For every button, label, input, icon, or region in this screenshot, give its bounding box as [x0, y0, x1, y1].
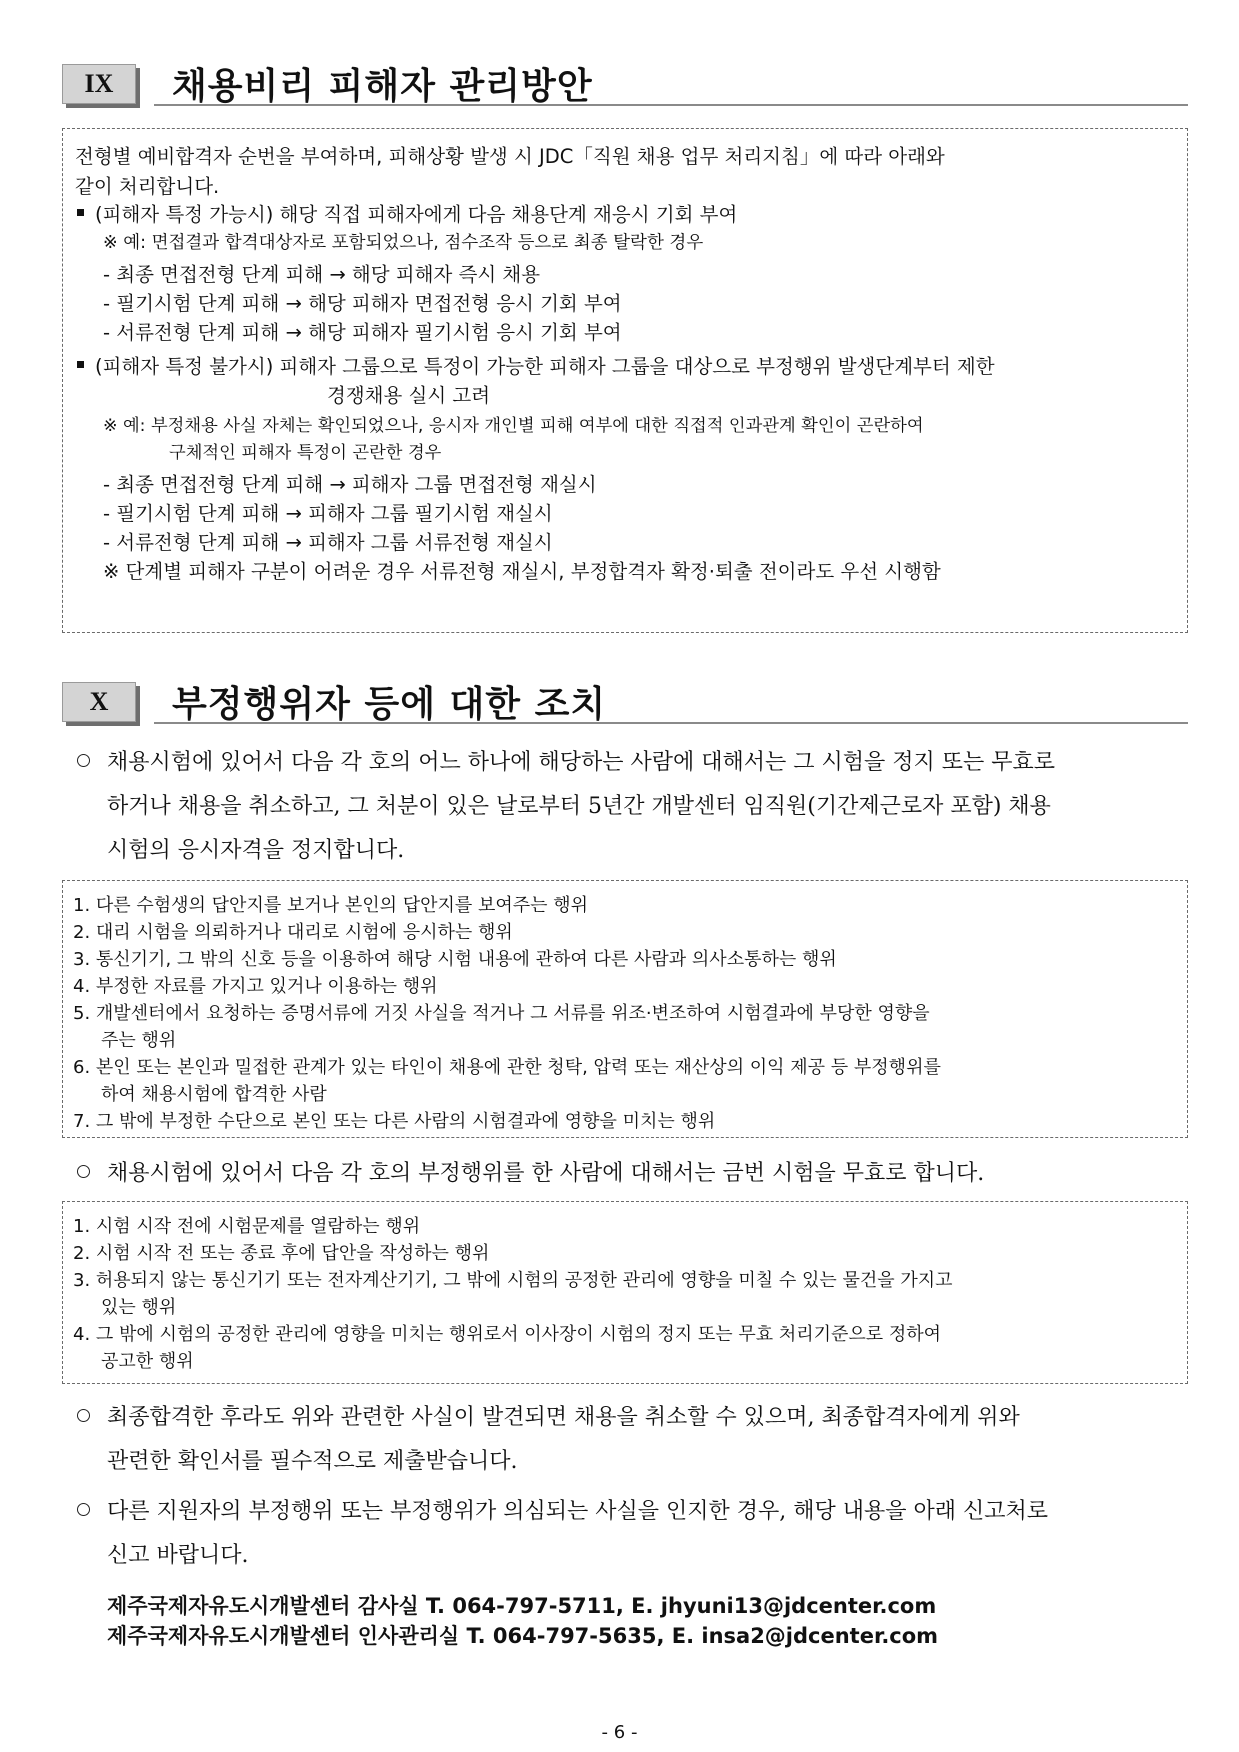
- list2-item-1: 1. 시험 시작 전에 시험문제를 열람하는 행위: [73, 1216, 421, 1237]
- para1-line-2: 하거나 채용을 취소하고, 그 처분이 있은 날로부터 5년간 개발센터 임직원(기간제근로자 포함) 채용: [107, 794, 1051, 819]
- item2-note-cont: 구체적인 피해자 특정이 곤란한 경우: [169, 443, 442, 463]
- para4-line-1: 다른 지원자의 부정행위 또는 부정행위가 의심되는 사실을 인지한 경우, 해당 내용을 아래 신고처로: [107, 1499, 1048, 1524]
- square-bullet-icon: [77, 361, 84, 368]
- para1-line-3: 시험의 응시자격을 정지합니다.: [107, 838, 405, 863]
- list1-item-5: 5. 개발센터에서 요청하는 증명서류에 거짓 사실을 적거나 그 서류를 위조·변조하여 시험결과에 부당한 영향을: [73, 1003, 930, 1024]
- intro-line-1: 전형별 예비합격자 순번을 부여하며, 피해상황 발생 시 JDC「직원 채용 업무 처리지침」에 따라 아래와: [75, 145, 945, 168]
- item2-line-3: - 서류전형 단계 피해 → 피해자 그룹 서류전형 재실시: [103, 531, 553, 554]
- list2-item-2: 2. 시험 시작 전 또는 종료 후에 답안을 작성하는 행위: [73, 1243, 490, 1264]
- list1-item-5-cont: 주는 행위: [101, 1030, 177, 1051]
- section-9-header: [62, 62, 1188, 106]
- para4-line-2: 신고 바랍니다.: [107, 1543, 249, 1568]
- list2-item-4-cont: 공고한 행위: [101, 1351, 194, 1372]
- item1-line-2: - 필기시험 단계 피해 → 해당 피해자 면접전형 응시 기회 부여: [103, 292, 622, 315]
- section-9-title: 채용비리 피해자 관리방안: [172, 66, 593, 107]
- item1-heading: (피해자 특정 가능시) 해당 직접 피해자에게 다음 채용단계 재응시 기회 부여: [95, 203, 738, 226]
- intro-line-2: 같이 처리합니다.: [75, 175, 220, 198]
- para3-line-1: 최종합격한 후라도 위와 관련한 사실이 발견되면 채용을 취소할 수 있으며, 최종합격자에게 위와: [107, 1405, 1020, 1430]
- item2-line-4: ※ 단계별 피해자 구분이 어려운 경우 서류전형 재실시, 부정합격자 확정·퇴출 전이라도 우선 시행함: [103, 560, 941, 583]
- section-9-box: [62, 128, 1188, 633]
- item1-line-3: - 서류전형 단계 피해 → 해당 피해자 필기시험 응시 기회 부여: [103, 321, 622, 344]
- para2-line-1: 채용시험에 있어서 다음 각 호의 부정행위를 한 사람에 대해서는 금번 시험을 무효로 합니다.: [107, 1161, 985, 1186]
- list1-item-2: 2. 대리 시험을 의뢰하거나 대리로 시험에 응시하는 행위: [73, 922, 513, 943]
- para1-line-1: 채용시험에 있어서 다음 각 호의 어느 하나에 해당하는 사람에 대해서는 그 시험을 정지 또는 무효로: [107, 750, 1055, 775]
- circle-bullet-icon: [77, 1409, 90, 1422]
- item2-heading-cont: 경쟁채용 실시 고려: [327, 384, 491, 407]
- contact-hr-office: 제주국제자유도시개발센터 인사관리실 T. 064-797-5635, E. insa2@jdcenter.com: [107, 1624, 939, 1648]
- item2-line-2: - 필기시험 단계 피해 → 피해자 그룹 필기시험 재실시: [103, 502, 553, 525]
- list2-item-3: 3. 허용되지 않는 통신기기 또는 전자계산기기, 그 밖에 시험의 공정한 관리에 영향을 미칠 수 있는 물건을 가지고: [73, 1270, 953, 1291]
- item2-note: ※ 예: 부정채용 사실 자체는 확인되었으나, 응시자 개인별 피해 여부에 대한 직접적 인과관계 확인이 곤란하여: [103, 416, 924, 436]
- circle-bullet-icon: [77, 1165, 90, 1178]
- violations-list-box: [62, 880, 1188, 1138]
- item2-line-1: - 최종 면접전형 단계 피해 → 피해자 그룹 면접전형 재실시: [103, 473, 597, 496]
- invalidation-list-box: [62, 1201, 1188, 1384]
- section-10-header: [62, 680, 1188, 724]
- section-9-rule: [154, 104, 1188, 106]
- list1-item-7: 7. 그 밖에 부정한 수단으로 본인 또는 다른 사람의 시험결과에 영향을 미치는 행위: [73, 1111, 716, 1132]
- list1-item-3: 3. 통신기기, 그 밖의 신호 등을 이용하여 해당 시험 내용에 관하여 다른 사람과 의사소통하는 행위: [73, 949, 837, 970]
- contact-audit-office: 제주국제자유도시개발센터 감사실 T. 064-797-5711, E. jhyuni13@jdcenter.com: [107, 1594, 937, 1618]
- list1-item-6-cont: 하여 채용시험에 합격한 사람: [101, 1084, 327, 1105]
- list1-item-6: 6. 본인 또는 본인과 밀접한 관계가 있는 타인이 채용에 관한 청탁, 압력 또는 재산상의 이익 제공 등 부정행위를: [73, 1057, 941, 1078]
- circle-bullet-icon: [77, 754, 90, 767]
- page-number: - 6 -: [601, 1722, 638, 1743]
- para3-line-2: 관련한 확인서를 필수적으로 제출받습니다.: [107, 1449, 518, 1474]
- list1-item-4: 4. 부정한 자료를 가지고 있거나 이용하는 행위: [73, 976, 438, 997]
- square-bullet-icon: [77, 209, 84, 216]
- list1-item-1: 1. 다른 수험생의 답안지를 보거나 본인의 답안지를 보여주는 행위: [73, 895, 589, 916]
- item2-heading: (피해자 특정 불가시) 피해자 그룹으로 특정이 가능한 피해자 그룹을 대상으로 부정행위 발생단계부터 제한: [95, 355, 995, 378]
- circle-bullet-icon: [77, 1503, 90, 1516]
- item1-line-1: - 최종 면접전형 단계 피해 → 해당 피해자 즉시 채용: [103, 263, 541, 286]
- list2-item-3-cont: 있는 행위: [101, 1297, 177, 1318]
- section-9-badge: IX: [62, 64, 136, 104]
- section-10-title: 부정행위자 등에 대한 조치: [172, 684, 607, 725]
- section-10-badge: X: [62, 682, 136, 722]
- item1-note: ※ 예: 면접결과 합격대상자로 포함되었으나, 점수조작 등으로 최종 탈락한 경우: [103, 233, 704, 253]
- list2-item-4: 4. 그 밖에 시험의 공정한 관리에 영향을 미치는 행위로서 이사장이 시험의 정지 또는 무효 처리기준으로 정하여: [73, 1324, 942, 1345]
- section-10-rule: [154, 722, 1188, 724]
